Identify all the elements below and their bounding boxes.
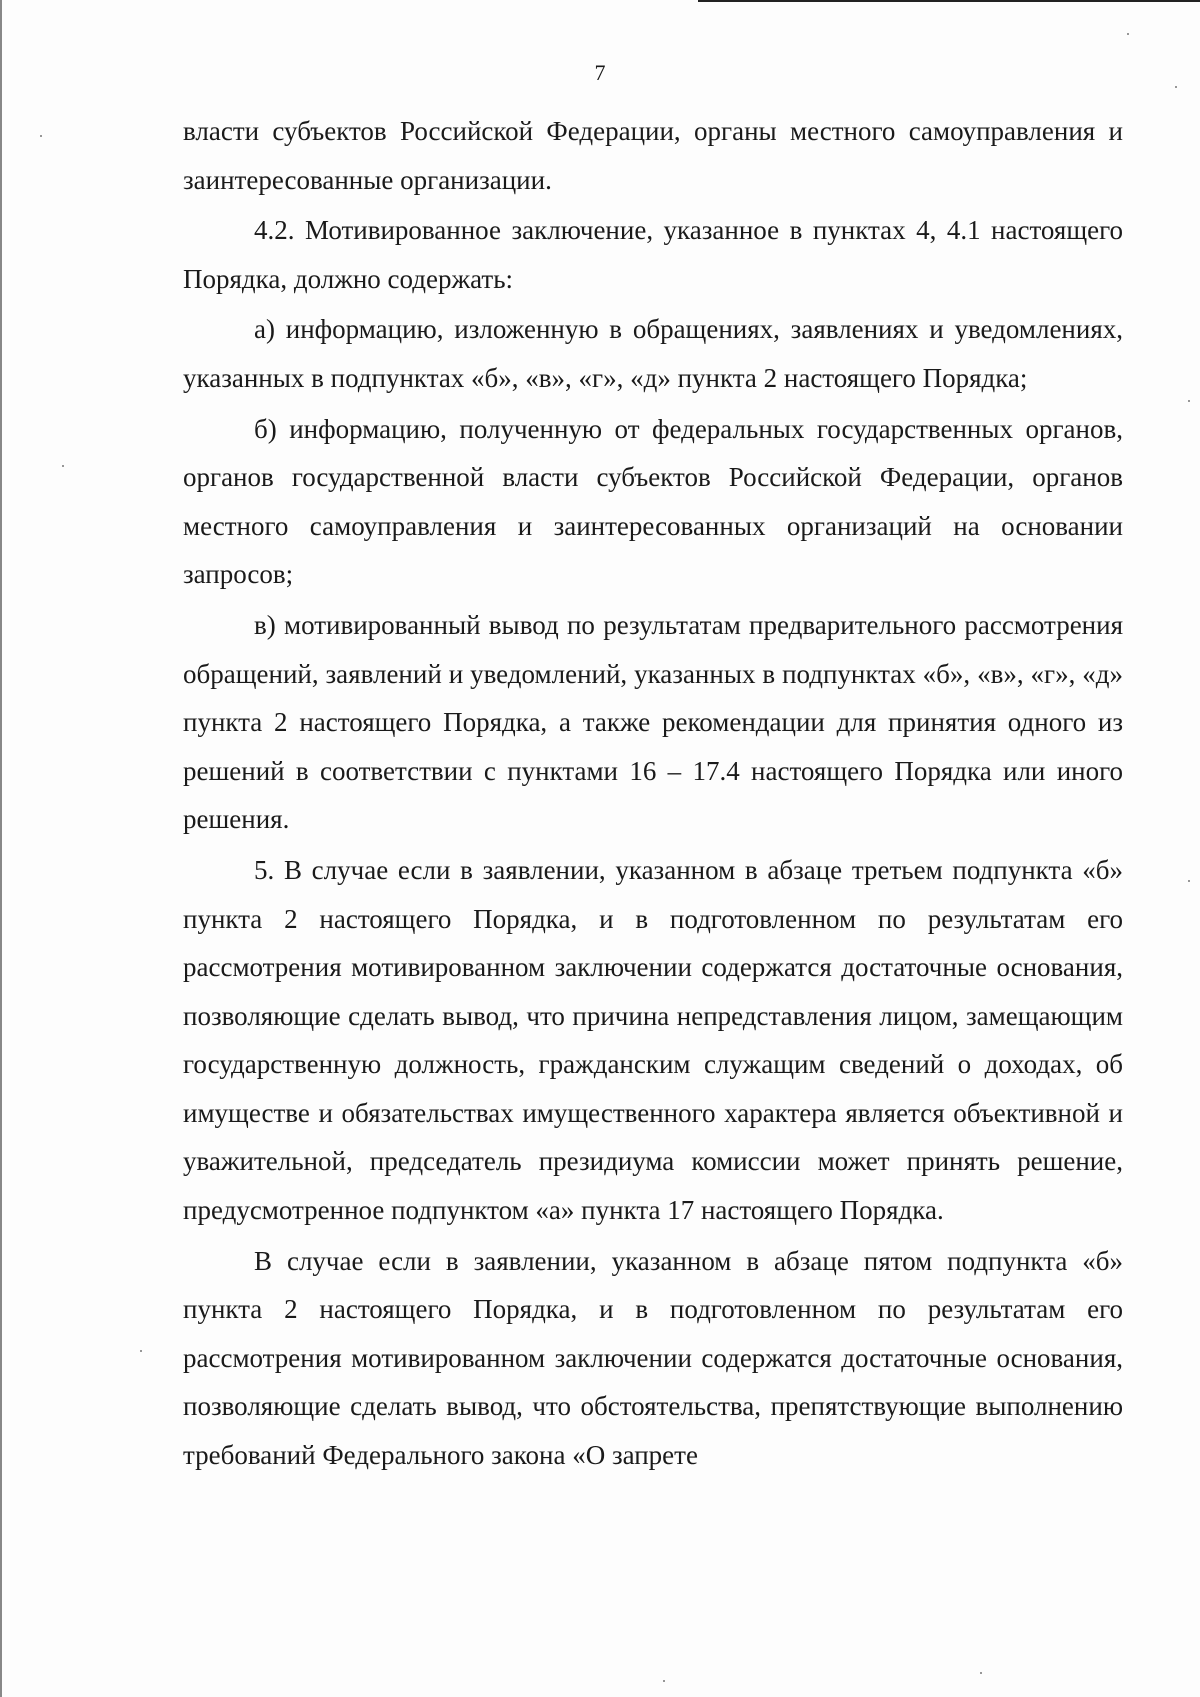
paragraph-4-2: 4.2. Мотивированное заключение, указанное в пунктах 4, 4.1 настоящего Порядка, должно содержать: [183,215,1123,294]
scan-speck [980,1672,982,1674]
scan-speck [1127,33,1129,35]
paragraph-item-b: б) информацию, полученную от федеральных государственных органов, органов государственной власти субъектов Российской Федерации, органов местного самоуправления и заинтересованных организаций на основании запросов; [183,413,1123,590]
paragraph-item-a: а) информацию, изложенную в обращениях, заявлениях и уведомлениях, указанных в подпунктах «б», «в», «г», «д» пункта 2 настоящего Порядка; [183,314,1123,393]
scan-speck [62,465,64,467]
scan-speck [1188,400,1190,402]
paragraph-continuation: власти субъектов Российской Федерации, органы местного самоуправления и заинтересованные организации. [183,116,1123,195]
scan-speck [1188,880,1190,882]
paragraph-5: 5. В случае если в заявлении, указанном в абзаце третьем подпункта «б» пункта 2 настоящего Порядка, и в подготовленном по результатам его рассмотрения мотивированном заключении содержатся достаточные основания, позволяющие сделать вывод, что причина непредставления лицом, замещающим государственную должность, гражданским служащим сведений о доходах, об имуществе и обязательствах имущественного характера является объективной и уважительной, председатель президиума комиссии может принять решение, предусмотренное подпунктом «а» пункта 17 настоящего Порядка. [183,854,1123,1226]
scan-left-edge [0,0,2,1697]
page-number: 7 [594,60,606,85]
paragraph-item-v: в) мотивированный вывод по результатам предварительного рассмотрения обращений, заявлений и уведомлений, указанных в подпунктах «б», «в», «г», «д» пункта 2 настоящего Порядка, а также рекомендации для принятия одного из решений в соответствии с пунктами 16 – 17.4 настоящего Порядка или иного решения. [183,609,1123,835]
paragraph-5-second: В случае если в заявлении, указанном в абзаце пятом подпункта «б» пункта 2 настоящего Порядка, и в подготовленном по результатам его рассмотрения мотивированном заключении содержатся достаточные основания, позволяющие сделать вывод, что обстоятельства, препятствующие выполнению требований Федерального закона «О запрете [183,1245,1123,1471]
document-body [183,107,1123,1480]
scan-top-edge [698,0,1200,2]
scan-speck [1175,86,1177,88]
scan-speck [40,135,42,137]
scan-speck [140,1350,142,1352]
scan-speck [663,1680,665,1682]
